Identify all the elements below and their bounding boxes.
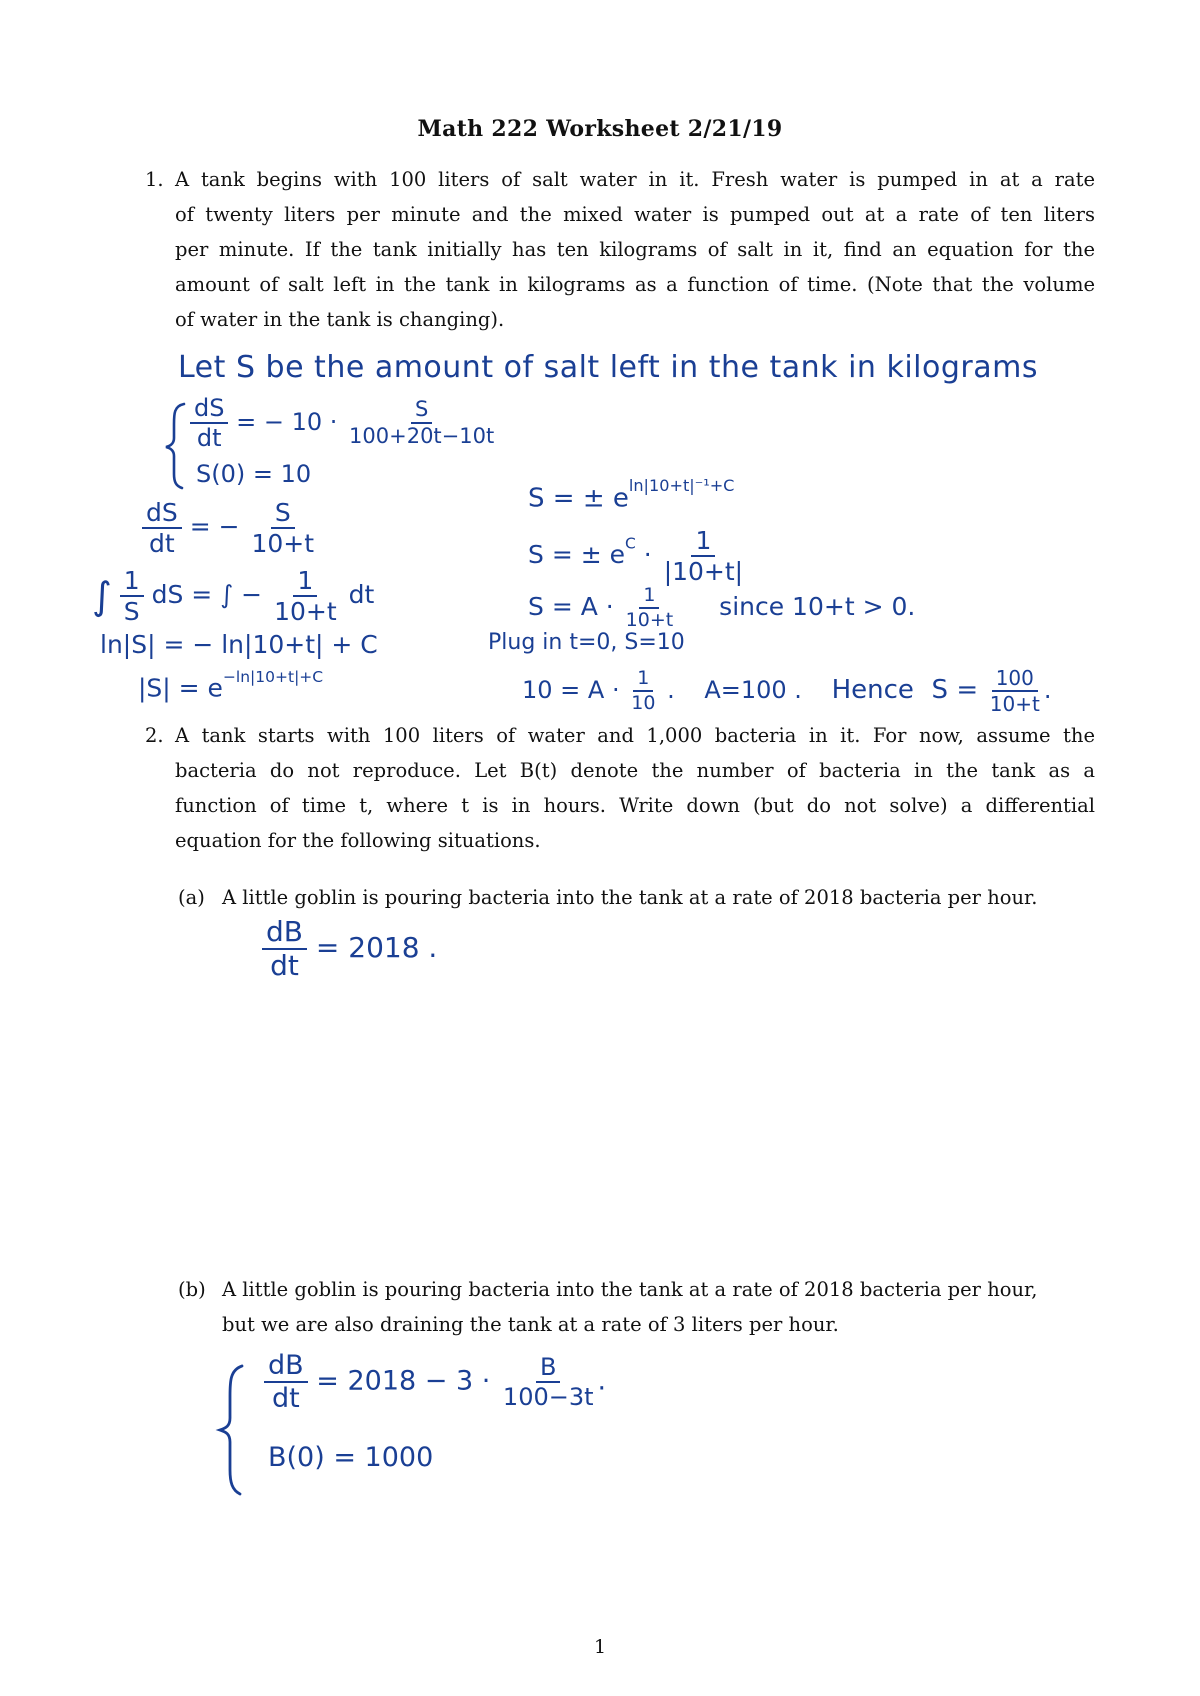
fraction-numerator: 1 — [633, 669, 653, 692]
equation-text: . — [597, 1365, 607, 1397]
fraction-numerator: S — [411, 399, 432, 424]
equation-text: dt — [348, 580, 375, 609]
text-line: A tank begins with 100 liters of salt water in it. Fresh water is pumped in at a rate — [175, 168, 1095, 191]
page-title: Math 222 Worksheet 2/21/19 — [417, 116, 783, 142]
part-text — [222, 1272, 1098, 1342]
abs-step — [138, 668, 323, 703]
fraction-denominator: 10+t — [251, 529, 315, 558]
page-number: 1 — [593, 1636, 607, 1658]
equation-text: = 2018 . — [315, 931, 438, 964]
part-text — [222, 880, 1098, 915]
fraction-denominator: S — [123, 597, 140, 626]
fraction-numerator: B — [536, 1355, 560, 1383]
fraction-numerator: 1 — [691, 528, 715, 557]
solution-step-2 — [528, 528, 747, 584]
problem-number: 2. — [145, 724, 164, 747]
fraction-denominator: 10 — [631, 692, 656, 714]
text-line: A tank starts with 100 liters of water and 1,000 bacteria in it. For now, assume the — [175, 724, 1095, 747]
text-line: function of time t, where t is in hours. Write down (but do not solve) a differential — [175, 794, 1095, 817]
equation-text: S = A · — [528, 592, 614, 621]
problem-1 — [145, 162, 1095, 337]
fraction-numerator: S — [271, 500, 295, 529]
integral-symbol: ∫ — [92, 574, 112, 618]
part-label: (a) — [178, 886, 205, 909]
fraction-numerator: dB — [264, 1352, 308, 1383]
equation-text: 10 = A · — [522, 676, 620, 704]
problem-2 — [145, 718, 1095, 858]
final-answer — [522, 668, 1051, 714]
exponent: C — [625, 534, 636, 553]
plug-in-note: Plug in t=0, S=10 — [488, 630, 685, 655]
part-a — [178, 880, 1098, 915]
equation-text: = 2018 − 3 · — [316, 1365, 491, 1397]
text-line: per minute. If the tank initially has ten kilograms of salt in it, find an equation for the — [175, 238, 1095, 261]
text-line: A little goblin is pouring bacteria into the tank at a rate of 2018 bacteria per hour, — [222, 1278, 1038, 1301]
equation-text: . — [667, 676, 675, 704]
text-line: amount of salt left in the tank in kilograms as a function of time. (Note that the volume — [175, 273, 1095, 296]
solution-step-1 — [528, 476, 734, 513]
problem-text — [175, 718, 1095, 858]
equation-text: · — [635, 540, 652, 569]
fraction-denominator: 10+t — [274, 597, 337, 626]
problem-number: 1. — [145, 168, 164, 191]
integral-step — [92, 568, 374, 624]
equation-text: = − — [189, 512, 240, 541]
fraction-denominator: 100+20t−10t — [349, 424, 495, 448]
handwritten-intro: Let S be the amount of salt left in the tank in kilograms — [178, 350, 1038, 385]
fraction-numerator: 1 — [293, 568, 317, 597]
part-b-ode — [264, 1352, 606, 1412]
equation-text: = − 10 · — [236, 408, 338, 436]
fraction-numerator: dS — [142, 500, 182, 529]
fraction-denominator: dt — [149, 529, 175, 558]
part-b — [178, 1272, 1098, 1342]
solution-step-3 — [528, 586, 915, 630]
fraction-numerator: dS — [190, 396, 228, 424]
exponent: ln|10+t|⁻¹+C — [628, 476, 735, 495]
part-b-initial: B(0) = 1000 — [268, 1442, 434, 1473]
fraction-denominator: 10+t — [625, 609, 674, 631]
equation-text: S = ± e — [528, 483, 629, 514]
text-line: equation for the following situations. — [175, 829, 541, 852]
fraction-numerator: dB — [262, 918, 307, 950]
fraction-denominator: |10+t| — [663, 557, 744, 586]
fraction-denominator: 10+t — [989, 692, 1040, 716]
fraction-denominator: dt — [196, 424, 222, 452]
equation-text: S = ± e — [528, 540, 625, 569]
ode-equation — [190, 396, 498, 450]
brace-icon — [160, 400, 190, 490]
equation-text: S = — [931, 675, 979, 705]
equation-text: Hence — [831, 675, 914, 705]
ln-step: ln|S| = − ln|10+t| + C — [100, 630, 378, 659]
part-label: (b) — [178, 1278, 206, 1301]
fraction-numerator: 1 — [120, 568, 144, 597]
fraction-numerator: 100 — [992, 668, 1038, 692]
text-line: of water in the tank is changing). — [175, 308, 505, 331]
fraction-denominator: 100−3t — [502, 1383, 594, 1411]
exponent: −ln|10+t|+C — [222, 668, 324, 686]
fraction-numerator: 1 — [639, 586, 659, 609]
equation-text: |S| = e — [138, 673, 223, 703]
text-line: bacteria do not reproduce. Let B(t) denote the number of bacteria in the tank as a — [175, 759, 1095, 782]
text-line: A little goblin is pouring bacteria into the tank at a rate of 2018 bacteria per hour. — [222, 886, 1038, 909]
initial-condition: S(0) = 10 — [196, 460, 312, 488]
equation-text: dS = ∫ − — [151, 580, 263, 609]
brace-icon — [214, 1362, 248, 1498]
equation-text: . — [1043, 676, 1052, 704]
problem-text — [175, 162, 1095, 337]
simplified-ode — [142, 500, 318, 556]
equation-text: since 10+t > 0. — [719, 592, 916, 621]
fraction-denominator: dt — [271, 1383, 300, 1414]
fraction-denominator: dt — [270, 949, 299, 982]
equation-text: A=100 . — [704, 676, 802, 704]
text-line: of twenty liters per minute and the mixed water is pumped out at a rate of ten liters — [175, 203, 1095, 226]
text-line: but we are also draining the tank at a rate of 3 liters per hour. — [222, 1313, 839, 1336]
part-a-answer — [262, 915, 438, 982]
